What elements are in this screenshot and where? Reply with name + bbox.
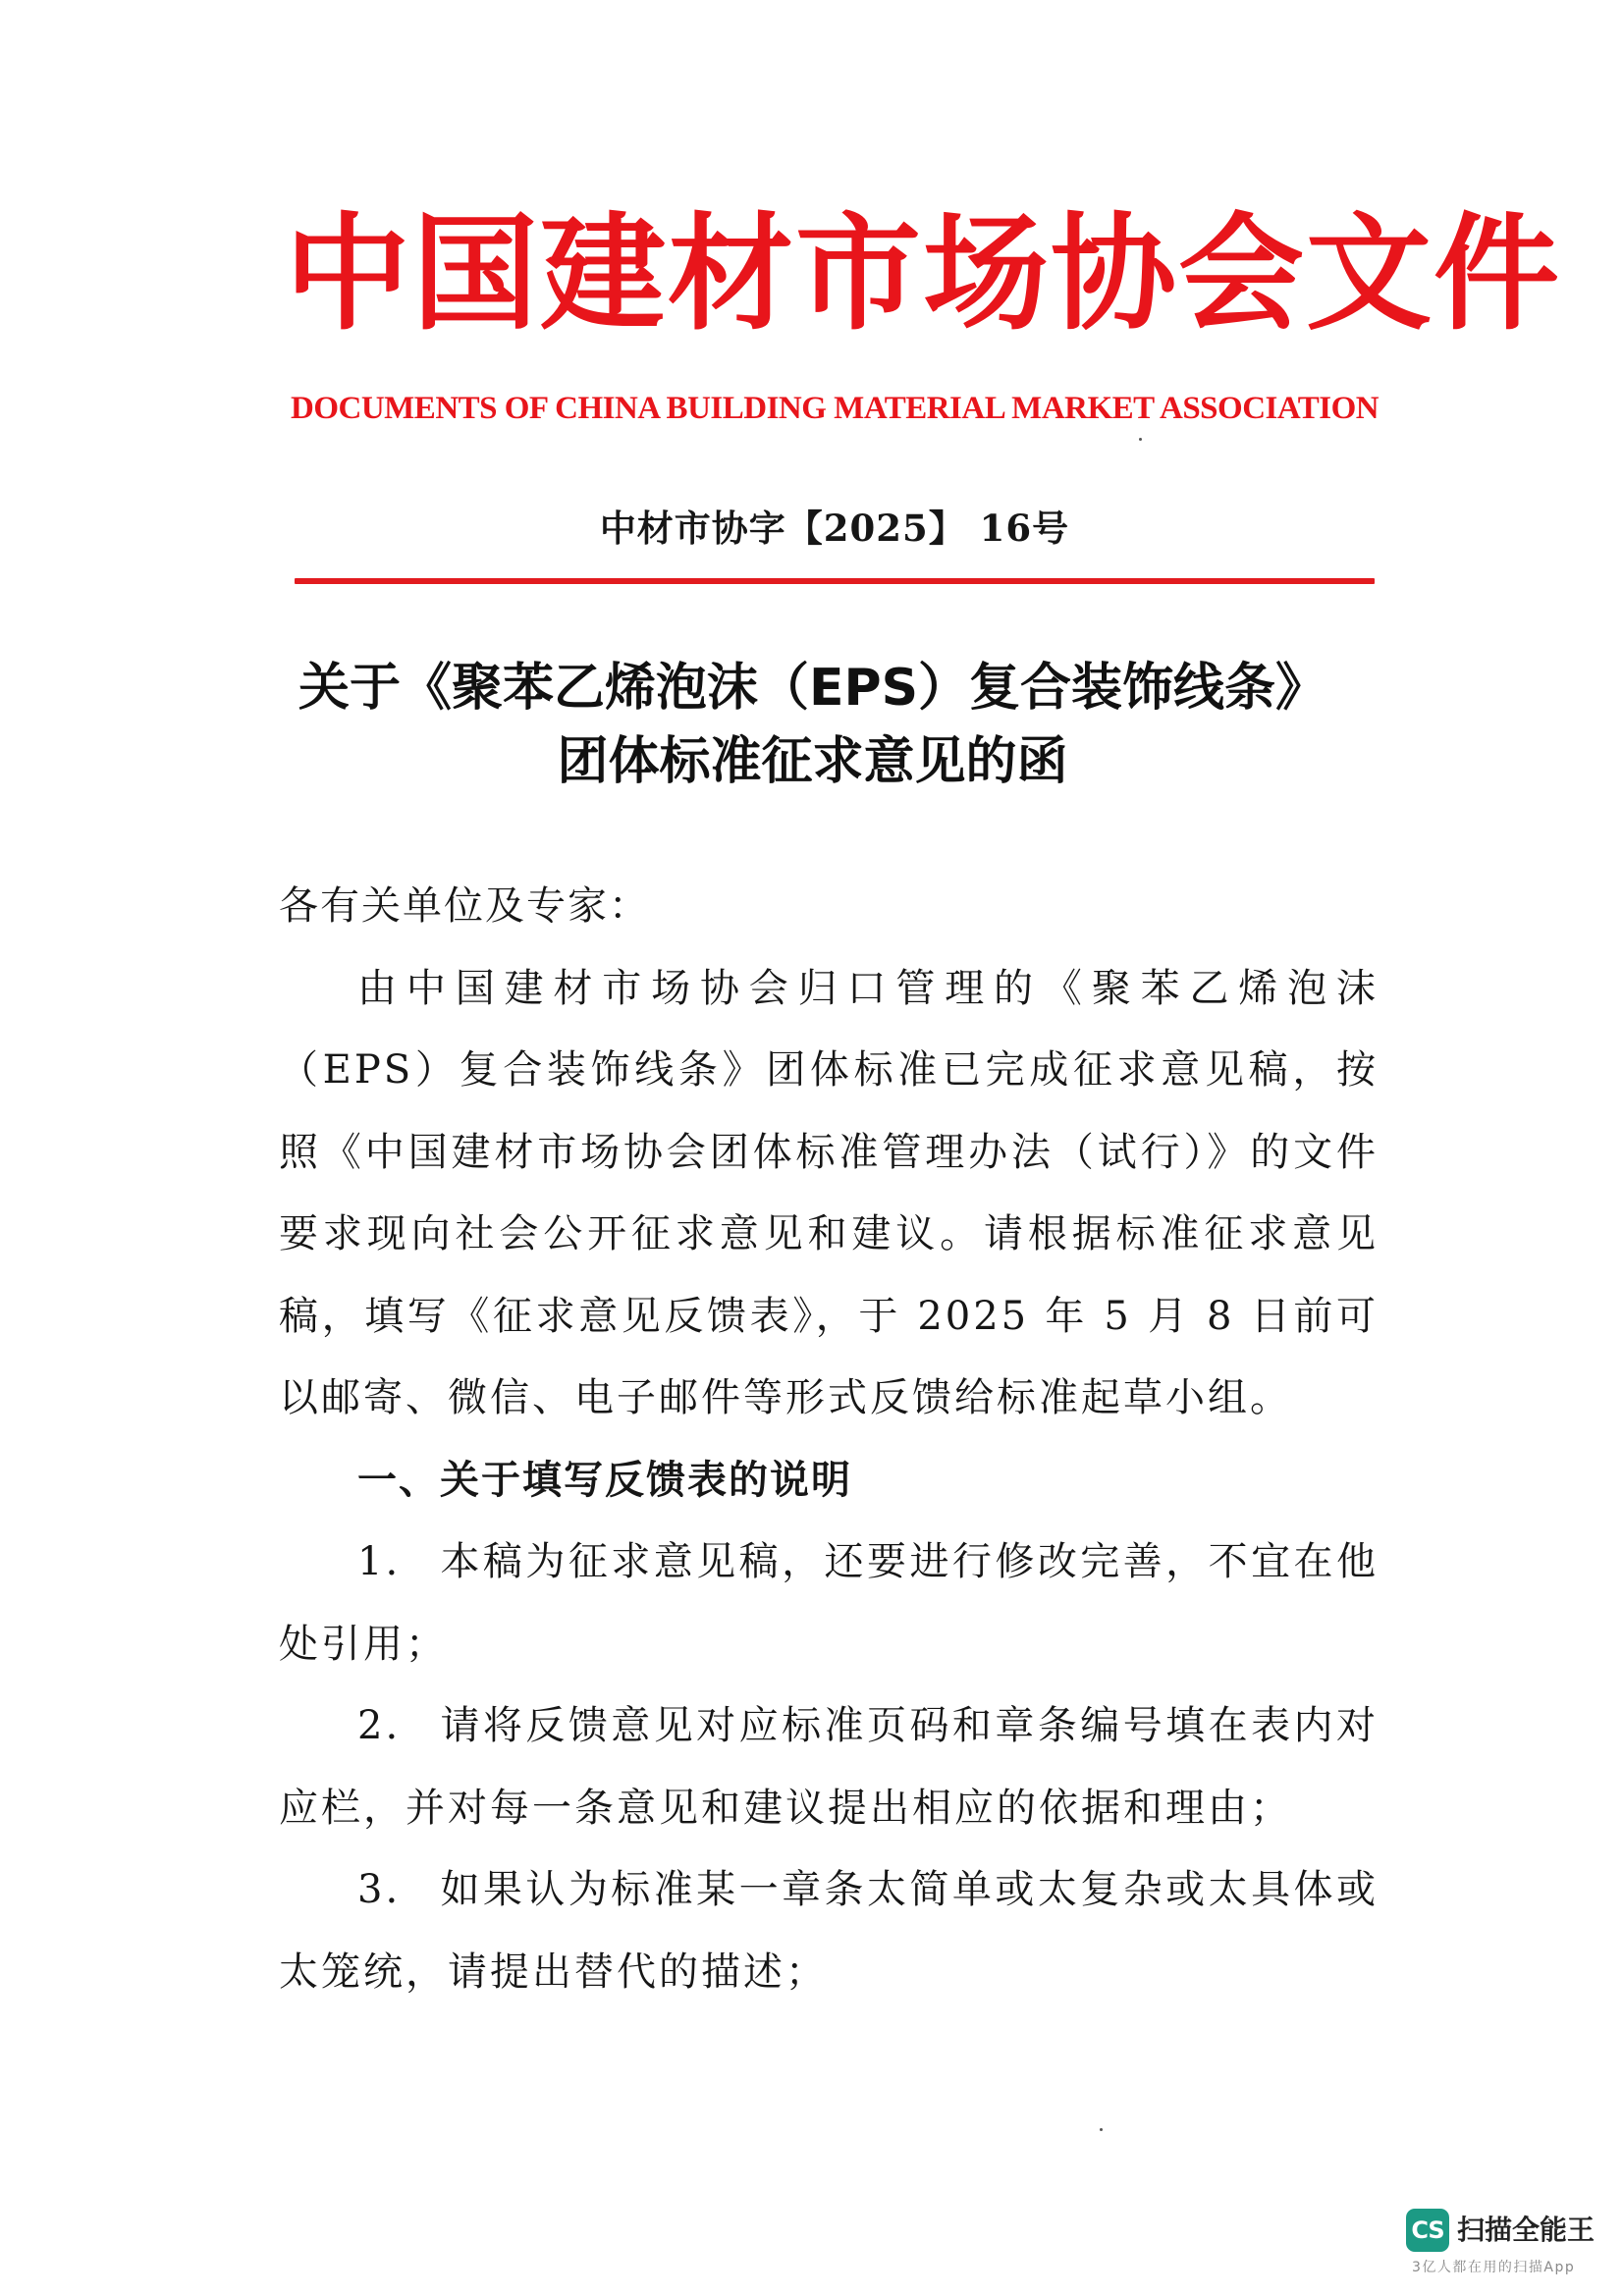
scanner-watermark	[1406, 2209, 1602, 2287]
list-item-text: 请将反馈意见对应标准页码和章条编号填在表内对应栏，并对每一条意见和建议提出相应的依据和理由；	[279, 1703, 1379, 1831]
list-item	[279, 1849, 1379, 2013]
list-item-number: 2.	[357, 1703, 402, 1748]
org-masthead-english: DOCUMENTS OF CHINA BUILDING MATERIAL MARKET ASSOCIATION	[291, 391, 1380, 426]
title-line-1: 关于《聚苯乙烯泡沫（EPS）复合装饰线条》	[298, 659, 1327, 718]
document-title	[236, 652, 1389, 799]
salutation: 各有关单位及专家：	[279, 883, 650, 929]
section-heading: 一、关于填写反馈表的说明	[357, 1457, 852, 1503]
red-divider-line	[295, 578, 1375, 584]
camscanner-logo-icon: CS	[1406, 2209, 1449, 2252]
org-masthead-title: 中国建材市场协会文件	[285, 201, 1562, 347]
list-item	[279, 1685, 1379, 1849]
list-item-number: 3.	[357, 1867, 402, 1912]
list-item-text: 如果认为标准某一章条太简单或太复杂或太具体或太笼统，请提出替代的描述；	[279, 1867, 1379, 1995]
list-item-text: 本稿为征求意见稿，还要进行修改完善，不宜在他处引用；	[279, 1539, 1379, 1667]
scan-speck	[1139, 438, 1142, 441]
scan-speck	[1100, 2128, 1103, 2131]
title-line-2: 团体标准征求意见的函	[557, 732, 1068, 791]
document-body	[279, 866, 1379, 2013]
scanner-app-name: 扫描全能王	[1457, 2214, 1596, 2246]
scanner-tagline: 3亿人都在用的扫描App	[1412, 2260, 1576, 2275]
body-paragraph: 由中国建材市场协会归口管理的《聚苯乙烯泡沫（EPS）复合装饰线条》团体标准已完成征求意见稿，按照《中国建材市场协会团体标准管理办法（试行）》的文件要求现向社会公开征求意见和建议。请根据标准征求意见稿，填写《征求意见反馈表》，于 2025 年 5 月 8 日前可以邮寄、微信、电子邮件等形式反馈给标准起草小组。	[279, 965, 1379, 1420]
document-number: 中材市协字【2025】 16号	[599, 507, 1070, 550]
list-item-number: 1.	[357, 1539, 402, 1584]
list-item	[279, 1522, 1379, 1685]
